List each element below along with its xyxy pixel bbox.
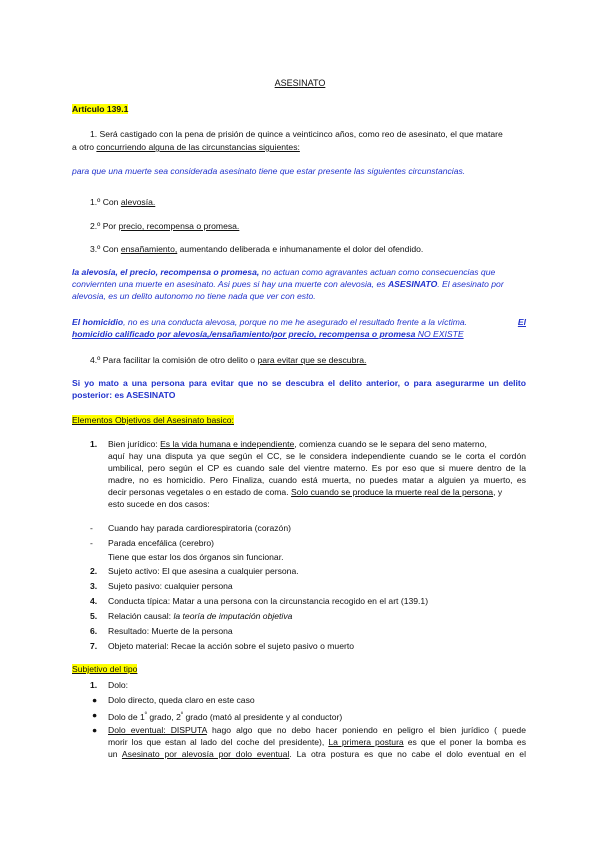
note-conceal-line1: Si yo mato a una persona para evitar que no se descubra el delito anterior, o para asegurarme un delito [72, 378, 526, 388]
list-item [0, 625, 600, 639]
circumstance-3-term: ensañamiento, [120, 244, 178, 254]
list-item [0, 438, 600, 514]
list-item-text [108, 610, 526, 622]
objective-elements-heading-text: Elementos Objetivos del Asesinato basico: [72, 415, 234, 425]
list-item [0, 610, 600, 624]
note-conceal [72, 377, 526, 401]
bullet-marker: ● [92, 710, 98, 720]
circumstance-3-text: aumentando deliberada e inhumanamente el dolor del ofendido. [177, 244, 424, 254]
circumstance-3 [90, 243, 423, 255]
list-item-text [108, 438, 526, 510]
item-label: Bien jurídico: [108, 439, 161, 449]
list-item-text: Resultado: Muerte de la persona [108, 626, 233, 636]
item-text: . La otra postura es que no cabe el dolo eventual en el [289, 749, 526, 759]
note-homicide [72, 316, 526, 340]
dash-item [0, 537, 600, 551]
objective-elements-heading [72, 414, 234, 426]
item-text: Dolo de 1 [108, 711, 145, 722]
ordinal-sup: º [144, 712, 147, 718]
item-line: esto sucede en dos casos: [108, 499, 210, 509]
bullet-item [0, 724, 600, 768]
list-number: 1. [90, 680, 98, 690]
item-text: grado (mató al presidente y al conductor) [183, 711, 343, 722]
note-aggravating-line1: no actuan como agravantes actuan como consecuencias que [259, 267, 496, 277]
list-number: 7. [90, 641, 98, 651]
item-underlined: La primera postura [328, 737, 404, 747]
circumstance-4-prefix: 4.º Para facilitar la comisión de otro delito o [90, 355, 258, 365]
list-number: 5. [90, 611, 98, 621]
ordinal-sup: º [180, 712, 184, 718]
item-text: , comienza cuando se le separa del seno materno, [294, 439, 487, 449]
circumstance-1-prefix: 1.º Con [90, 197, 121, 207]
note-homicide-text: , no es una conducta alevosa, porque no me he asegurado el resultado frente a la víctima. [123, 317, 468, 327]
article-paragraph-line2 [72, 141, 300, 153]
circumstance-1-term: alevosía. [120, 197, 156, 207]
item-line: umbilical, pero según el CP es cuando sale del vientre materno. Es por eso que si muere dentro de la [108, 463, 526, 473]
item-text: un [108, 749, 122, 759]
list-item-text: Sujeto activo: El que asesina a cualquier persona. [108, 566, 299, 576]
note-homicide-bold: El homicidio [72, 317, 124, 327]
note-homicide-qualified: homicidio calificado por alevosía,/ensañamiento/por precio, recompensa o promesa [72, 329, 416, 339]
note-homicide-el: El [517, 317, 526, 327]
dash-item [0, 522, 600, 536]
list-number: 3. [90, 581, 98, 591]
dash-marker: - [90, 538, 93, 548]
list-number: 2. [90, 566, 98, 576]
bullet-item-text [108, 709, 526, 723]
article-heading-text: Artículo 139.1 [72, 104, 129, 114]
circumstance-2-prefix: 2.º Por [90, 221, 119, 231]
item-text: decir personas vegetales o en estado de coma. [108, 487, 291, 497]
item-text: morir los que estan al lado del coche del presidente), [108, 737, 329, 747]
bullet-marker: ● [92, 695, 98, 705]
list-item [0, 595, 600, 609]
bullet-item [0, 694, 600, 708]
list-number: 6. [90, 626, 98, 636]
item-underlined: Asesinato por alevosía por dolo eventual [121, 749, 290, 759]
note-aggravating [72, 266, 526, 302]
note-aggravating-line2-end: . El asesinato por [437, 279, 504, 289]
list-item-text: Dolo: [108, 680, 129, 690]
circumstance-2 [90, 220, 239, 232]
article-paragraph-line1: 1. Será castigado con la pena de prisión de quince a veinticinco años, como reo de asesinato, el que matare [90, 129, 503, 139]
item-text: grado, 2 [147, 711, 181, 722]
subjective-heading-text: Subjetivo del tipo [72, 664, 138, 674]
item-label: Relación causal: [108, 611, 174, 621]
note-aggravating-line3: alevosia, es un delito autonomo no tiene nada que ver con esto. [72, 291, 316, 301]
bullet-item-text [108, 724, 526, 760]
paragraph-prefix: a otro [72, 142, 97, 152]
item-text: , y [493, 487, 503, 497]
list-item [0, 565, 600, 579]
dash-item-text: Parada encefálica (cerebro) [108, 538, 215, 548]
list-item-text: Conducta típica: Matar a una persona con la circunstancia recogido en el art (139.1) [108, 596, 429, 606]
list-item [0, 679, 600, 693]
circumstance-4 [90, 354, 366, 366]
item-text: hago algo que no debo hacer poniendo en peligro el bien jurídico ( puede [206, 725, 526, 735]
item-underlined: Solo cuando se produce la muerte real de la persona [290, 487, 494, 497]
list-item-text: Objeto material: Recae la acción sobre el sujeto pasivo o muerto [108, 641, 355, 651]
item-line: madre, no es homicidio. Pero Finaliza, cuando está muerta, no puedes matar a alguien ya muerto, es [108, 475, 526, 485]
circumstance-3-prefix: 3.º Con [90, 244, 121, 254]
item-underlined: Es la vida humana e independiente [160, 439, 295, 449]
article-heading [72, 103, 128, 115]
paragraph-underlined: concurriendo alguna de las circunstancias siguientes: [96, 142, 300, 152]
list-item-text: Sujeto pasivo: cualquier persona [108, 581, 233, 591]
circumstance-1 [90, 196, 155, 208]
document-title: ASESINATO [274, 78, 326, 88]
dash-item-text: Cuando hay parada cardiorespiratoria (corazón) [108, 523, 291, 533]
list-item [0, 640, 600, 654]
bullet-item-text: Dolo directo, queda claro en este caso [108, 695, 255, 705]
subjective-heading [72, 663, 137, 675]
bullet-marker: ● [92, 725, 98, 735]
list-item [0, 580, 600, 594]
list-number: 1. [90, 439, 98, 449]
item-line: aquí hay una disputa ya que según el CC, se le considera independiente cuando se le corta el cordón [108, 451, 526, 461]
note-aggravating-bold: la alevosía, el precio, recompensa o promesa, [72, 267, 260, 277]
bullet-item [0, 709, 600, 723]
dash-marker: - [90, 523, 93, 533]
note-aggravating-keyword: ASESINATO [387, 279, 438, 289]
circumstance-2-term: precio, recompensa o promesa. [118, 221, 240, 231]
item-underlined: Dolo eventual: DISPUTA [108, 725, 207, 735]
circumstance-4-term: para evitar que se descubra. [257, 355, 367, 365]
note-homicide-not-exist: NO EXISTE [415, 329, 464, 339]
note-conceal-line2: posterior: es ASESINATO [72, 390, 176, 400]
dash-note: Tiene que estar los dos órganos sin funcionar. [108, 552, 284, 562]
list-number: 4. [90, 596, 98, 606]
note-aggravating-line2: conviernten una muerte en asesinato. Asi pues si hay una muerte con alevosia, es [72, 279, 388, 289]
note-circumstances: para que una muerte sea considerada asesinato tiene que estar presente las siguientes circunstancias. [72, 166, 466, 176]
item-italic: la teoría de imputación objetiva [173, 611, 293, 621]
item-text: es que el poner la bomba es [403, 737, 526, 747]
